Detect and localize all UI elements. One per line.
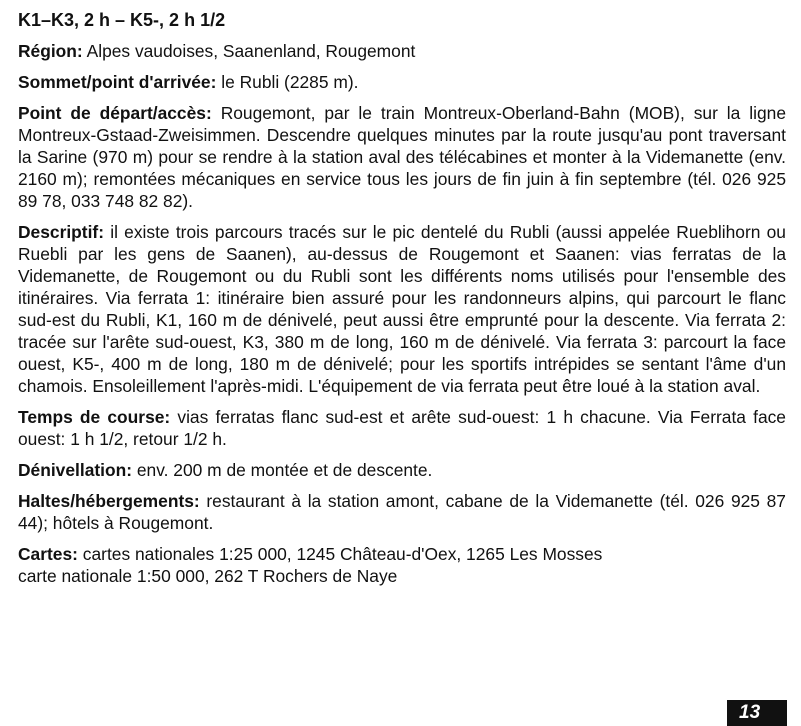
section-text: Alpes vaudoises, Saanenland, Rougemont bbox=[86, 41, 416, 61]
section-label: Point de départ/accès: bbox=[18, 103, 212, 123]
section-region bbox=[18, 40, 786, 62]
section-text: le Rubli (2285 m). bbox=[221, 72, 359, 92]
guidebook-page bbox=[18, 8, 786, 596]
maps-line-1 bbox=[18, 543, 786, 565]
section-text: il existe trois parcours tracés sur le pic dentelé du Rubli (aussi appelée Rueblihorn ou Ruebli par les gens de Saanen), au-dessus de Rougemont et Saanen: vias ferratas de la Videmanette, de Rougemont ou du Rubli sont les différents noms utilisés pour l'ensemble des itinéraires. Via ferrata 1: itinéraire bien assuré pour les randonneurs alpins, qui parcourt le flanc sud-est du Rubli, K1, 160 m de dénivelé, peut aussi être emprunté pour la descente. Via ferrata 2: tracée sur l'arête sud-ouest, K3, 380 m de long, 160 m de dénivelé. Via ferrata 3: parcourt la face ouest, K5-, 400 m de long, 180 m de dénivelé; pour les sportifs intrépides se sentant l'âme d'un chamois. Ensoleillement l'après-midi. L'équipement de via ferrata peut être loué à la station aval. bbox=[18, 222, 786, 396]
section-text: vias ferratas flanc sud-est et arête sud-ouest: 1 h chacune. Via Ferrata face ouest: 1 h 1/2, retour 1/2 h. bbox=[18, 407, 786, 449]
section-label: Descriptif: bbox=[18, 222, 105, 242]
section-text: env. 200 m de montée et de descente. bbox=[136, 460, 433, 480]
section-label: Sommet/point d'arrivée: bbox=[18, 72, 217, 92]
difficulty-grade: K1–K3, 2 h – K5-, 2 h 1/2 bbox=[18, 10, 226, 30]
section-duration bbox=[18, 406, 786, 450]
section-label: Temps de course: bbox=[18, 407, 171, 427]
section-text: restaurant à la station amont, cabane de la Videmanette (tél. 026 925 87 44); hôtels à Rougemont. bbox=[18, 491, 786, 533]
section-elevation bbox=[18, 459, 786, 481]
section-text: Rougemont, par le train Montreux-Oberland-Bahn (MOB), sur la ligne Montreux-Gstaad-Zweisimmen. Descendre quelques minutes par la route jusqu'au pont traversant la Sarine (970 m) pour se rendre à la station aval des télécabines et monter à la Videmanette (env. 2160 m); remontées mécaniques en service tous les jours de fin juin à fin septembre (tél. 026 925 89 78, 033 748 82 82). bbox=[18, 103, 787, 211]
maps-line-2: carte nationale 1:50 000, 262 T Rochers de Naye bbox=[18, 566, 398, 586]
page-number-badge: 13 bbox=[727, 700, 787, 726]
section-access bbox=[18, 102, 786, 212]
section-description bbox=[18, 221, 786, 397]
section-label: Région: bbox=[18, 41, 83, 61]
section-lodging bbox=[18, 490, 786, 534]
section-label: Cartes: bbox=[18, 544, 78, 564]
section-maps bbox=[18, 543, 786, 587]
section-label: Dénivellation: bbox=[18, 460, 133, 480]
section-summit bbox=[18, 71, 786, 93]
maps-text-1: cartes nationales 1:25 000, 1245 Château-d'Oex, 1265 Les Mosses bbox=[82, 544, 603, 564]
section-label: Haltes/hébergements: bbox=[18, 491, 200, 511]
